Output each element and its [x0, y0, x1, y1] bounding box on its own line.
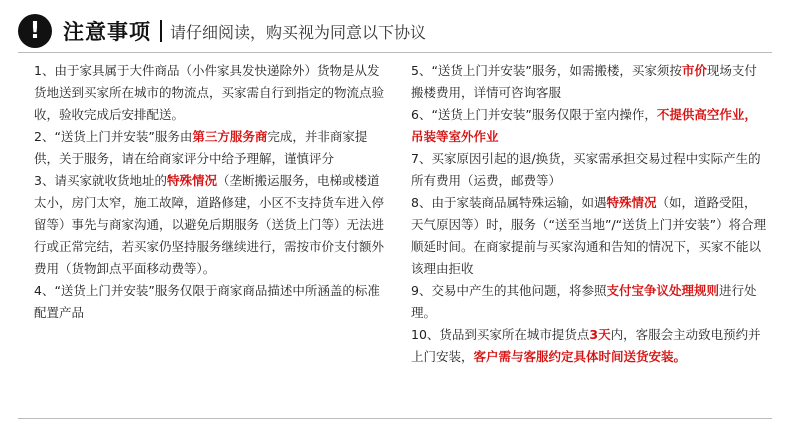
- notice-item: [411, 280, 767, 324]
- item-text: 4、“送货上门并安装”服务仅限于商家商品描述中所涵盖的标准配置产品: [34, 283, 380, 320]
- notice-item: [34, 60, 390, 126]
- item-text: 内，客服会主动致电预约并上门安装，: [411, 327, 761, 364]
- highlight-text: 特殊情况: [166, 173, 217, 188]
- item-text: 5、“送货上门并安装”服务，如需搬楼，买家须按: [411, 63, 682, 78]
- highlight-text: 支付宝争议处理规则: [606, 283, 719, 298]
- highlight-text: 特殊情况: [606, 195, 657, 210]
- item-text: （如，道路受阻，天气原因等）时，服务（“送至当地”/“送货上门并安装”）将合理顺延时间。在商家提前与买家沟通和告知的情况下，买家不能以该理由拒收: [411, 195, 767, 276]
- notice-item: [411, 60, 767, 104]
- item-text: 9、交易中产生的其他问题，将参照: [411, 283, 607, 298]
- highlight-text: 客户需与客服约定具体时间送货安装。: [473, 349, 687, 364]
- page-subtitle: 请仔细阅读，购买视为同意以下协议: [170, 22, 427, 42]
- right-column: [411, 60, 767, 368]
- item-text: 1、由于家具属于大件商品（小件家具发快递除外）货物是从发货地送到买家所在城市的物流点，买家需自行到指定的物流点验收，验收完成后安排配送。: [34, 63, 385, 122]
- notice-item: [411, 192, 767, 280]
- notice-item: [411, 148, 767, 192]
- item-text: 10、货品到买家所在城市提货点: [411, 327, 590, 342]
- notice-item: [34, 126, 390, 170]
- item-text: 进行处理。: [411, 283, 757, 320]
- notice-item: [34, 170, 390, 280]
- notice-item: [34, 280, 390, 324]
- bottom-divider: [18, 418, 772, 419]
- highlight-text: 3天: [589, 327, 611, 342]
- top-divider: [18, 52, 772, 53]
- item-text: 6、“送货上门并安装”服务仅限于室内操作，: [411, 107, 657, 122]
- notice-item: [411, 104, 767, 148]
- exclamation-icon: !: [18, 14, 52, 48]
- left-column: [34, 60, 390, 324]
- highlight-text: 不提供高空作业，吊装等室外作业: [411, 107, 757, 144]
- notice-item: [411, 324, 767, 368]
- item-text: （垄断搬运服务，电梯或楼道太小，房门太窄，施工故障，道路修建，小区不支持货车进入停留等）事先与商家沟通，以避免后期服务（送货上门等）无法进行或正常完结，若买家仍坚持服务继续进行，需按市价支付额外费用（货物卸点平面移动费等）。: [34, 173, 385, 276]
- item-text: 现场支付搬楼费用，详情可咨询客服: [411, 63, 757, 100]
- item-text: 3、请买家就收货地址的: [34, 173, 167, 188]
- item-text: 2、“送货上门并安装”服务由: [34, 129, 193, 144]
- highlight-text: 市价: [681, 63, 707, 78]
- item-text: 7、买家原因引起的退/换货，买家需承担交易过程中实际产生的所有费用（运费，邮费等）: [411, 151, 761, 188]
- highlight-text: 第三方服务商: [192, 129, 268, 144]
- item-text: 8、由于家装商品属特殊运输，如遇: [411, 195, 607, 210]
- page-title: 注意事项: [63, 20, 151, 44]
- item-text: 完成，并非商家提供，关于服务，请在给商家评分中给予理解，谨慎评分: [34, 129, 368, 166]
- title-divider: [160, 20, 162, 42]
- notice-header: [18, 13, 426, 49]
